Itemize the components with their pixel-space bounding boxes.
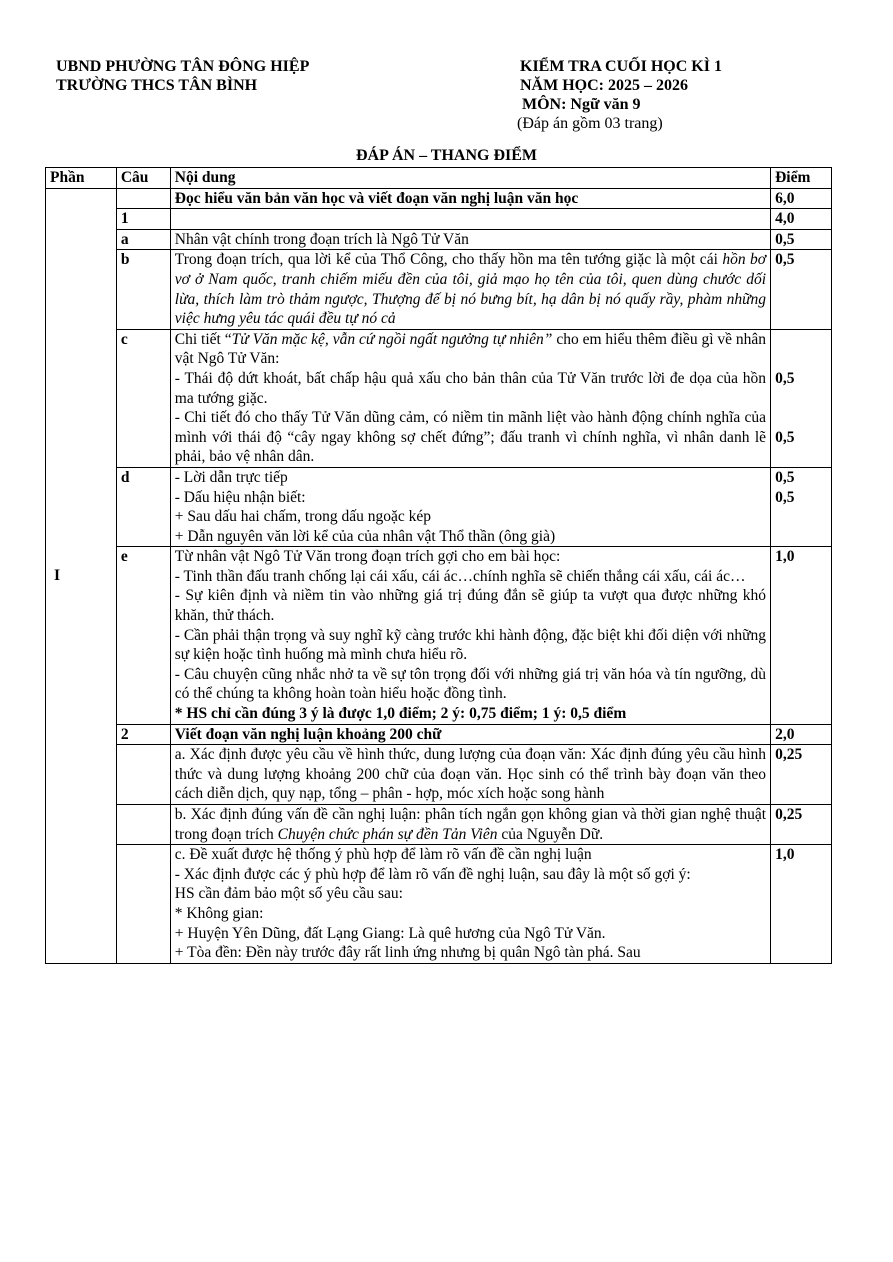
col-question: Câu — [116, 168, 170, 189]
table-row — [46, 467, 832, 546]
answer-content: c. Đề xuất được hệ thống ý phù hợp để làm rõ vấn đề cần nghị luận - Xác định được các ý phù hợp để làm rõ vấn đề nghị luận, sau đây là một số gợi ý: HS cần đảm bảo một số yêu cầu sau: * Không gian: + Huyện Yên Dũng, đất Lạng Giang: Là quê hương của Ngô Tử Văn. + Tòa đền: Đền này trước đây rất linh ứng nhưng bị quân Ngô tàn phá. Sau — [170, 845, 770, 964]
answer-content: Trong đoạn trích, qua lời kể của Thổ Công, cho thấy hồn ma tên tướng giặc là một cái hồn bơ vơ ở Nam quốc, tranh chiếm miếu đền của tôi, giả mạo họ tên của tôi, quen dùng chước dối lừa, thích làm trò thảm ngược, Thượng đế bị nó bưng bít, hạ dân bị nó quấy rầy, phàm những việc hưng yêu tác quái đều tự nó cả — [170, 250, 770, 329]
table-row — [46, 250, 832, 329]
answer-content: Từ nhân vật Ngô Tử Văn trong đoạn trích gợi cho em bài học: - Tinh thần đấu tranh chống lại cái xấu, cái ác…chính nghĩa sẽ chiến thắng cái xấu, cái ác… - Sự kiên định và niềm tin vào những giá trị đúng đắn sẽ giúp ta vượt qua được những khó khăn, thử thách. - Cần phải thận trọng và suy nghĩ kỹ càng trước khi hành động, đặc biệt khi đối diện với những sự kiện hoặc tình huống mà mình chưa hiểu rõ. - Câu chuyện cũng nhắc nhở ta về sự tôn trọng đối với những giá trị văn hóa và tín ngưỡng, dù có thể chúng ta không hoàn toàn hiểu hoặc đồng tình. * HS chỉ cần đúng 3 ý là được 1,0 điểm; 2 ý: 0,75 điểm; 1 ý: 0,5 điểm — [170, 547, 770, 724]
answer-content: Nhân vật chính trong đoạn trích là Ngô Tử Văn — [170, 229, 770, 250]
question-score: 2,0 — [771, 724, 832, 745]
school-name: TRƯỜNG THCS TÂN BÌNH — [56, 77, 258, 94]
col-part: Phần — [46, 168, 117, 189]
answer-score: 0,5 0,5 — [771, 467, 832, 546]
question-label: 2 — [116, 724, 170, 745]
question-title: Viết đoạn văn nghị luận khoảng 200 chữ — [170, 724, 770, 745]
exam-title: KIỂM TRA CUỐI HỌC KÌ 1 — [520, 58, 722, 75]
answer-score: 0,25 — [771, 745, 832, 805]
district-name: UBND PHƯỜNG TÂN ĐÔNG HIỆP — [56, 58, 310, 75]
question-label: 1 — [116, 209, 170, 230]
answer-score: 0,25 — [771, 805, 832, 845]
table-row — [46, 745, 832, 805]
part-label: I — [46, 188, 117, 963]
question-label: c — [116, 329, 170, 467]
table-row — [46, 845, 832, 964]
col-content: Nội dung — [170, 168, 770, 189]
answer-content: a. Xác định được yêu cầu về hình thức, dung lượng của đoạn văn: Xác định đúng yêu cầu hình thức và dung lượng khoảng 200 chữ của đoạn văn. Học sinh có thể trình bày đoạn văn theo cách diễn dịch, quy nạp, tổng – phân - hợp, móc xích hoặc song hành — [170, 745, 770, 805]
table-row — [46, 188, 832, 209]
table-row — [46, 547, 832, 724]
answer-content: - Lời dẫn trực tiếp - Dấu hiệu nhận biết: + Sau dấu hai chấm, trong dấu ngoặc kép + Dẫn nguyên văn lời kể của của nhân vật Thổ thần (ông già) — [170, 467, 770, 546]
table-row — [46, 209, 832, 230]
answer-content: b. Xác định đúng vấn đề cần nghị luận: phân tích ngắn gọn không gian và thời gian nghệ thuật trong đoạn trích Chuyện chức phán sự đền Tản Viên của Nguyễn Dữ. — [170, 805, 770, 845]
question-label: a — [116, 229, 170, 250]
question-score: 4,0 — [771, 209, 832, 230]
school-header — [56, 57, 309, 95]
answer-score: 0,5 0,5 — [771, 329, 832, 467]
answer-content: Chi tiết “Tử Văn mặc kệ, vẫn cứ ngồi ngất ngưởng tự nhiên” cho em hiểu thêm điều gì về nhân vật Ngô Tử Văn: - Thái độ dứt khoát, bất chấp hậu quả xấu cho bản thân của Tử Văn trước lời đe dọa của hồn ma tướng giặc. - Chi tiết đó cho thấy Tử Văn dũng cảm, có niềm tin mãnh liệt vào hành động chính nghĩa của mình với thái độ “cây ngay không sợ chết đứng”; đấu tranh vì chính nghĩa, vì nhân danh lẽ phải, bảo vệ nhân dân. — [170, 329, 770, 467]
school-year: NĂM HỌC: 2025 – 2026 — [520, 77, 688, 94]
table-row — [46, 724, 832, 745]
subject: MÔN: Ngữ văn 9 — [522, 96, 641, 113]
answer-title: ĐÁP ÁN – THANG ĐIỂM — [355, 147, 538, 164]
col-score: Điểm — [771, 168, 832, 189]
question-label: d — [116, 467, 170, 546]
answer-score: 1,0 — [771, 547, 832, 724]
exam-header — [517, 57, 722, 133]
page-note: (Đáp án gồm 03 trang) — [517, 115, 663, 132]
table-row — [46, 805, 832, 845]
question-label: e — [116, 547, 170, 724]
section-title: Đọc hiểu văn bản văn học và viết đoạn văn nghị luận văn học — [170, 188, 770, 209]
table-row — [46, 329, 832, 467]
scoring-note: * HS chỉ cần đúng 3 ý là được 1,0 điểm; 2 ý: 0,75 điểm; 1 ý: 0,5 điểm — [174, 705, 627, 723]
answer-table — [45, 167, 832, 964]
answer-score: 0,5 — [771, 250, 832, 329]
table-header-row — [46, 168, 832, 189]
table-row — [46, 229, 832, 250]
section-score: 6,0 — [771, 188, 832, 209]
answer-score: 1,0 — [771, 845, 832, 964]
question-label: b — [116, 250, 170, 329]
answer-score: 0,5 — [771, 229, 832, 250]
